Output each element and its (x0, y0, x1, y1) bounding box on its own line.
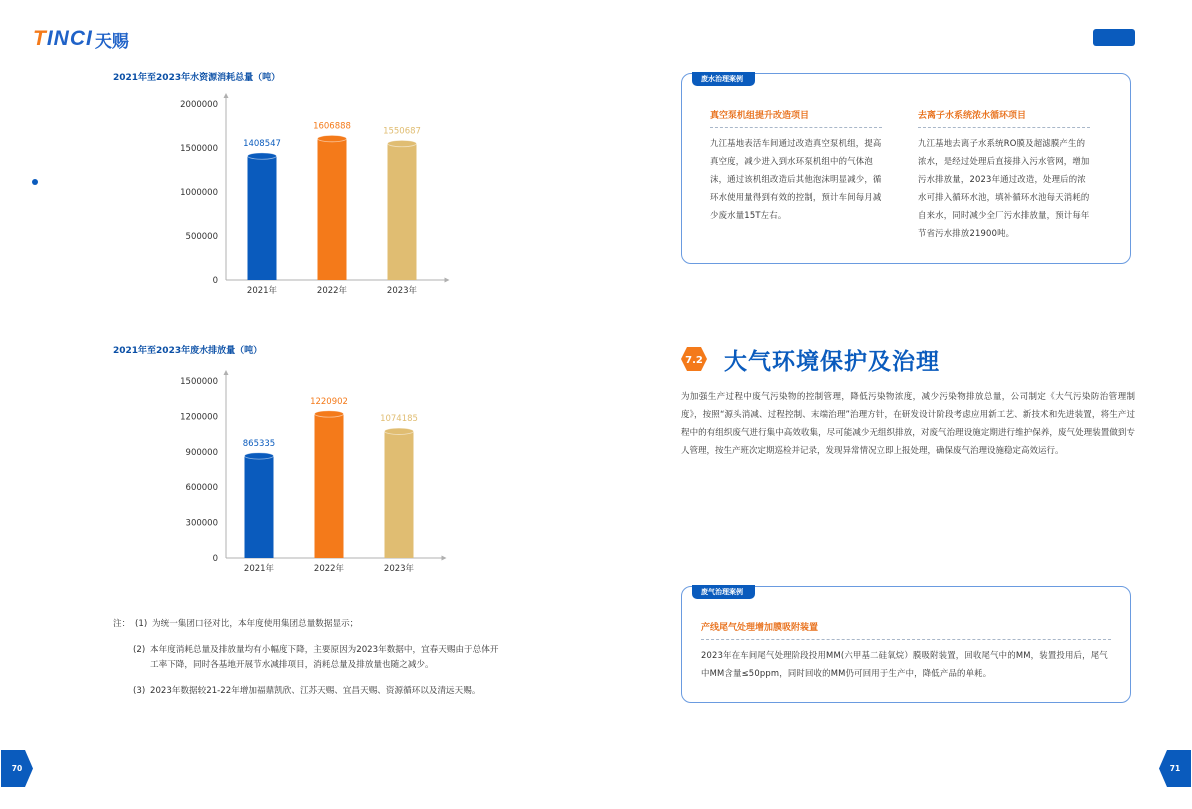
section-number-badge (681, 347, 707, 371)
exhaust-case-tag: 废气治理案例 (692, 585, 755, 599)
wastewater-case-tag: 废水治理案例 (692, 72, 755, 86)
bar-cap (385, 428, 414, 434)
data-label: 1606888 (313, 121, 351, 132)
section-paragraph: 为加强生产过程中废气污染物的控制管理，降低污染物浓度，减少污染物排放总量，公司制定《大气污染防治管理制度》，按照“源头消减、过程控制、末端治理”治理方针，在研发设计阶段考虑应用新工艺、新技术和先进装置，将生产过程中的有组织废气进行集中高效收集，尽可能减少无组织排放，对废气治理设施定期进行维护保养，废气处理装置做到专人管理，按生产班次定期巡检并记录，发现异常情况立即上报处理，确保废气治理设施稳定高效运行。 (681, 392, 1135, 456)
bar-cap (318, 135, 347, 141)
exhaust-case-title: 产线尾气处理增加膜吸附装置 (701, 620, 1111, 640)
case-left-title: 真空泵机组提升改造项目 (710, 108, 882, 128)
y-tick-label: 1500000 (180, 144, 218, 154)
chart-wastewater-discharge (150, 368, 470, 580)
bar-cap (245, 453, 274, 459)
y-tick-label: 1500000 (180, 377, 218, 387)
y-tick-label: 2000000 (180, 100, 218, 110)
side-bullet (32, 179, 38, 185)
notes (113, 617, 533, 710)
bar (245, 456, 274, 558)
y-axis-arrow (224, 93, 229, 98)
exhaust-case-box (681, 586, 1131, 703)
x-tick-label: 2022年 (313, 564, 345, 574)
y-axis-arrow (224, 370, 229, 375)
bar-cap (388, 140, 417, 146)
tinci-logo (33, 28, 129, 50)
y-tick-label: 1000000 (180, 188, 218, 198)
y-tick-label: 0 (212, 276, 218, 286)
bar (315, 414, 344, 558)
x-tick-label: 2023年 (386, 286, 418, 296)
section-title: 大气环境保护及治理 (724, 349, 940, 375)
case-right-body: 九江基地去离子水系统RO膜及超滤膜产生的浓水，是经过处理后直接排入污水管网，增加污水排放量，2023年通过改造，处理后的浓水可排入循环水池，填补循环水池每天消耗的自来水，同时减少全厂污水排放量，预计每年节省污水排放21900吨。 (918, 138, 1090, 238)
chart-wastewater-title: 2021年至2023年废水排放量（吨） (113, 346, 263, 356)
y-tick-label: 1200000 (180, 412, 218, 423)
case-right-column (918, 108, 1090, 242)
page-number-left: 70 (1, 750, 33, 787)
exhaust-case-body: 2023年在车间尾气处理阶段投用MM(六甲基二硅氧烷）膜吸附装置，回收尾气中的MM，装置投用后，尾气中MM含量≤50ppm，同时回收的MM仍可回用于生产中，降低产品的单耗。 (701, 650, 1108, 678)
section-number: 7.2 (685, 355, 703, 366)
case-left-body: 九江基地表活车间通过改造真空泵机组，提高真空度，减少进入到水环泵机组中的气体泡沫，通过该机组改造后其他泡沫明显减少，循环水使用量得到有效的控制，预计车间每月减少废水量15T左右。 (710, 138, 882, 220)
x-tick-label: 2022年 (316, 286, 348, 296)
chart-water-title: 2021年至2023年水资源消耗总量（吨） (113, 73, 281, 83)
top-right-tab (1093, 29, 1135, 46)
note-item: (2) 本年度消耗总量及排放量均有小幅度下降，主要原因为2023年数据中，宜春天赐由于总体开工率下降，同时各基地开展节水减排项目，消耗总量及排放量也随之减少。 (133, 645, 499, 670)
bar (318, 139, 347, 280)
chart-water-consumption (150, 90, 470, 305)
data-label: 865335 (242, 438, 276, 449)
y-tick-label: 500000 (185, 232, 218, 242)
x-tick-label: 2023年 (383, 564, 415, 574)
data-label: 1550687 (383, 126, 421, 137)
logo-latin: TINCI (33, 27, 93, 50)
x-tick-label: 2021年 (246, 286, 278, 296)
data-label: 1220902 (310, 396, 348, 407)
y-tick-label: 300000 (185, 518, 218, 529)
bar-cap (315, 411, 344, 417)
bar (385, 431, 414, 558)
logo-cn: 天赐 (94, 31, 129, 52)
data-label: 1408547 (243, 139, 281, 150)
page-number-right: 71 (1159, 750, 1191, 787)
case-left-column (710, 108, 882, 224)
y-tick-label: 600000 (185, 483, 218, 494)
exhaust-case-column (701, 620, 1111, 682)
case-right-title: 去离子水系统浓水循环项目 (918, 108, 1090, 128)
x-axis-arrow (442, 556, 447, 561)
data-label: 1074185 (380, 414, 418, 425)
note-item: (3) 2023年数据较21-22年增加福鼎凯欣、江苏天赐、宜昌天赐、资源循环以及清远天赐。 (133, 686, 481, 696)
bar-cap (248, 153, 277, 159)
note-item: 注： (1) 为统一集团口径对比，本年度使用集团总量数据显示； (113, 619, 359, 629)
bar (248, 156, 277, 280)
y-tick-label: 0 (212, 554, 218, 564)
bar (388, 144, 417, 280)
y-tick-label: 900000 (185, 447, 218, 458)
wastewater-case-box (681, 73, 1131, 264)
x-axis-arrow (445, 278, 450, 283)
x-tick-label: 2021年 (243, 564, 275, 574)
